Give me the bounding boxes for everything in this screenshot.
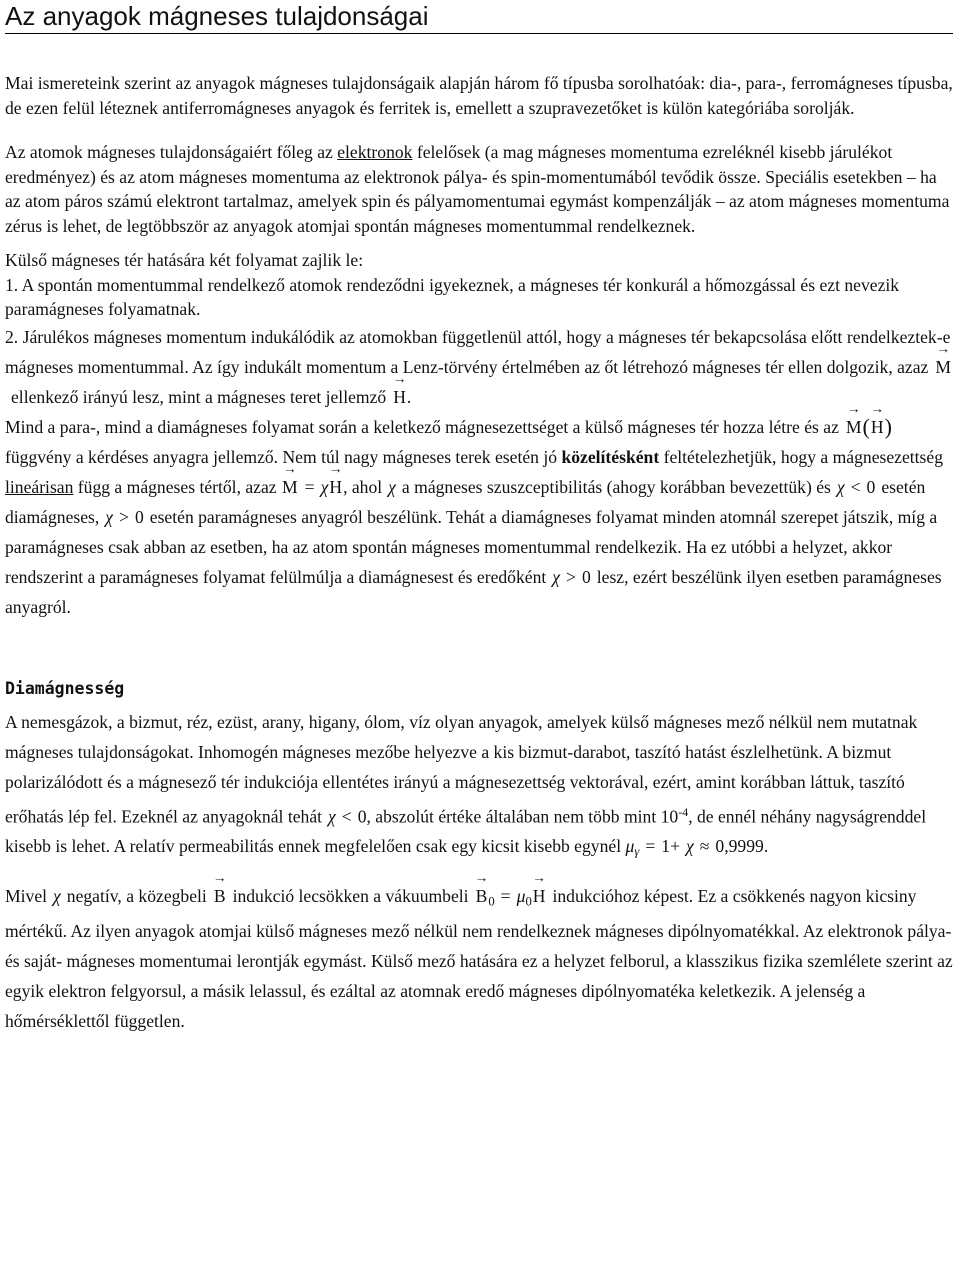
underline-linearisan: lineárisan [5,476,74,497]
math-zero: 0 [866,476,876,497]
page-title: Az anyagok mágneses tulajdonságai [5,0,953,34]
math-sub-gamma: γ [634,844,640,859]
math-vector-M: → M [281,472,299,502]
math-less-than: < [341,806,352,827]
math-zero: 0 [134,506,144,527]
external-field-intro: Külső mágneses tér hatására két folyamat zajlik le: [5,250,364,270]
process-item-2-text-b: ellenkező irányú lesz, mint a mágneses teret jellemző [11,386,387,407]
math-vector-H: → H [392,382,407,412]
bold-kozelites: közelítésként [561,446,660,467]
math-greater-than: > [566,566,576,587]
math-vector-B: → B [213,881,227,911]
diamag-paragraph-2 [5,881,953,1037]
math-chi: χ [836,476,845,497]
math-less-than: < [850,476,861,497]
math-zero: 0 [357,806,367,827]
math-exponent: -4 [678,804,689,819]
intro-paragraph: Mai ismereteink szerint az anyagok mágneses tulajdonságaik alapján három fő típusba sorolhatóak: dia-, para-, ferromágneses típusba, de ezen felül léteznek antiferromágneses anyagok és ferritek is, emellett a szupravezetőket is külön kategóriába sorolják. [5,73,953,118]
math-dot: . [763,836,769,857]
section-heading-diamagnesseg: Diamágnesség [5,678,125,698]
atoms-paragraph [5,140,953,238]
diamag-text-1c: , de ennél néhány nagyságrenddel kisebb is lehet. A relatív permeabilitás ennek megfelelően csak egy kicsit kisebb egynél [5,806,927,857]
math-equals: = [645,836,656,857]
diamag-text-1b: , abszolút értéke általában nem több mint [366,806,657,827]
mind-text-e: , ahol [343,476,383,497]
math-mu: μ [625,836,635,857]
math-chi: χ [388,476,396,497]
math-chi: χ [328,806,336,827]
math-equals: = [304,476,315,497]
mind-text-f: a mágneses szuszceptibilitás (ahogy korábban bevezettük) és [401,476,831,497]
process-item-2-text-a: 2. Járulékos mágneses momentum indukálódik az atomokban függetlenül attól, hogy a mágneses tér bekapcsolása előtt rendelkeztek-e mágneses momentummal. Az így indukált momentum a Lenz-törvény értelmében az őt létrehozó mágneses tér ellen dolgozik, azaz [5,326,951,377]
elektronok-link[interactable]: elektronok [337,142,413,162]
math-approx: ≈ [699,836,710,857]
atoms-text-2: felelősek (a mag mágneses momentuma ezreléknél kisebb járulékot eredményez) és az atom mágneses momentuma az elektronok pálya- és spin-momentumából tevődik össze. Speciális esetekben – ha az atom páros számú elektront tartalmaz, amelyek spin és pályamomentumai egymást kompenzálják – az atom mágneses momentuma zérus is lehet, de legtöbbször az anyagok atomjai spontán mágneses momentummal rendelkeznek. [5,142,950,236]
diamag-text-2c: indukció lecsökken a vákuumbeli [232,885,469,906]
atoms-text-1: Az atomok mágneses tulajdonságaiért főleg az [5,142,338,162]
math-vector-H: → H [328,472,343,502]
mind-text-a: Mind a para-, mind a diamágneses folyamat során a keletkező mágnesezettséget a külső mágneses tér hozza létre és az [5,416,839,437]
math-vector-H: → H [532,881,547,911]
diamag-paragraph-1 [5,707,953,867]
mind-text-d: függ a mágneses tértől, azaz [73,476,277,497]
mind-text-g: esetén diamágneses, [5,476,926,527]
math-chi: χ [552,566,561,587]
mind-text-h: esetén paramágneses anyagról beszélünk. Tehát a diamágneses folyamat minden atomnál szerepet játszik, míg a paramágneses csak abban az esetben, ha az atom spontán mágneses momentummal rendelkezik. Ha ez utóbbi a helyzet, akkor rendszerint a paramágneses folyamat felülmúlja a diamágnesest és eredőként [5,506,938,587]
math-vector-B: → B [475,881,489,911]
math-vector-M: → M [845,412,863,442]
math-chi: χ [53,885,61,906]
math-rparen: ) [884,413,892,439]
math-value-9999: 0,9999 [715,836,764,857]
process-item-1: 1. A spontán momentummal rendelkező atomok rendeződni igyekeznek, a mágneses tér konkurál a hőmozgással és ezt nevezik paramágneses folyamatnak. [5,274,900,319]
math-sub-zero: 0 [525,894,532,909]
math-vector-M: → M [934,352,952,382]
mind-text-i: lesz, ezért beszélünk ilyen esetben paramágneses anyagról. [5,566,942,617]
math-ten: 10 [660,806,679,827]
math-sub-zero: 0 [488,894,495,909]
mind-text-b: függvény a kérdéses anyagra jellemző. Nem túl nagy mágneses terek esetén jó [5,446,558,467]
math-lparen: ( [862,413,870,439]
math-zero: 0 [581,566,591,587]
math-chi: χ [105,506,114,527]
math-one: 1 [661,836,671,857]
diamag-text-2b: negatív, a közegbeli [66,885,207,906]
math-chi: χ [686,836,694,857]
mind-text-c: feltételezhetjük, hogy a mágnesezettség [659,446,944,467]
math-greater-than: > [119,506,129,527]
process-item-2 [5,322,953,412]
math-equals: = [500,885,511,906]
math-chi: χ [320,476,329,497]
process-item-2-text-c: . [406,386,412,407]
mind-paragraph [5,412,953,622]
math-vector-H: → H [870,412,885,442]
diamag-text-2a: Mivel [5,885,48,906]
diamag-text-2d: indukcióhoz képest. Ez a csökkenés nagyon kicsiny mértékű. Az ilyen anyagok atomjai külső mágneses mező nélkül nem rendelkeznek mágneses dipólnyomatékkal. Az elektronok pálya- és saját- mágneses momentumai lerontják egymást. Külső mező hatására ez a helyzet felborul, a klasszikus fizika szemlélete szerint az egyik elektron felgyorsul, a másik lelassul, és ezáltal az atomnak eredő mágneses dipólnyomatéka keletkezik. A jelenség a hőmérséklettől független. [5,885,953,1032]
math-mu: μ [516,885,526,906]
diamag-text-1a: A nemesgázok, a bizmut, réz, ezüst, arany, higany, ólom, víz olyan anyagok, amelyek külső mágneses mező nélkül nem mutatnak mágneses tulajdonságokat. Inhomogén mágneses mezőbe helyezve a kis bizmut-darabot, taszító hatást észlelhetünk. A bizmut polarizálódott és a mágnesező tér indukciója ellentétes irányú a mágnesezettség vektorával, ezért, amint korábban láttuk, taszító erőhatás lép fel. Ezeknél az anyagoknál tehát [5,711,918,827]
math-plus: + [670,836,681,857]
